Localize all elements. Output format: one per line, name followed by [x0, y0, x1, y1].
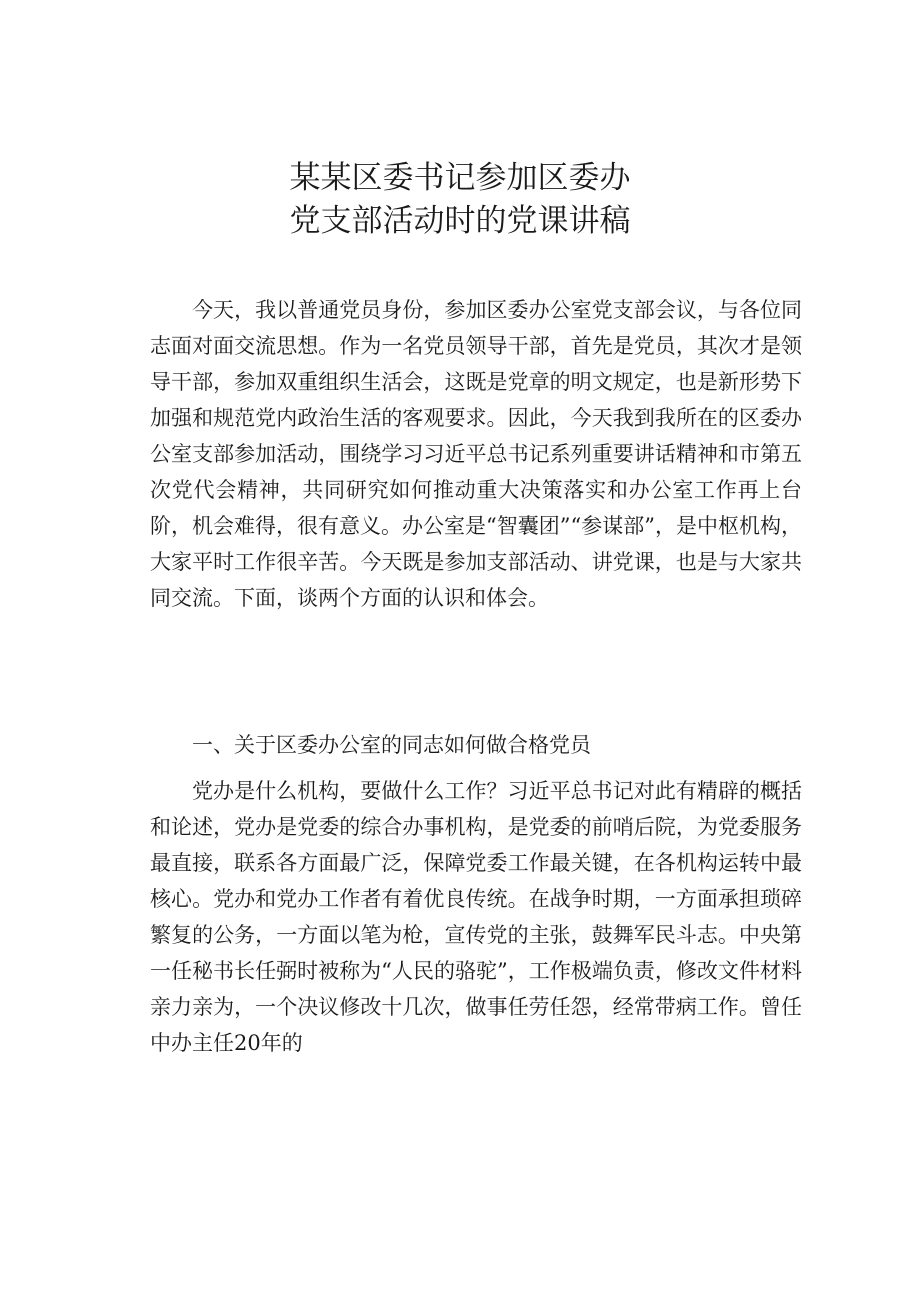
section-heading-1: 一、关于区委办公室的同志如何做合格党员 — [192, 733, 591, 757]
document-title-line-1: 某某区委书记参加区委办 — [289, 160, 631, 196]
body-paragraph-1: 今天，我以普通党员身份，参加区委办公室党支部会议，与各位同志面对面交流思想。作为一名党员领导干部，首先是党员，其次才是领导干部，参加双重组织生活会，这既是党章的明文规定，也是新形势下加强和规范党内政治生活的客观要求。因此，今天我到我所在的区委办公室支部参加活动，围绕学习习近平总书记系列重要讲话精神和市第五次党代会精神，共同研究如何推动重大决策落实和办公室工作再上台阶，机会难得，很有意义。办公室是“智囊团”“参谋部”，是中枢机构，大家平时工作很辛苦。今天既是参加支部活动、讲党课，也是与大家共同交流。下面，谈两个方面的认识和体会。 — [150, 298, 802, 610]
document-title-line-2: 党支部活动时的党课讲稿 — [289, 203, 631, 239]
body-paragraph-2: 党办是什么机构，要做什么工作？习近平总书记对此有精辟的概括和论述，党办是党委的综合办事机构，是党委的前哨后院，为党委服务最直接，联系各方面最广泛，保障党委工作最关键，在各机构运转中最核心。党办和党办工作者有着优良传统。在战争时期，一方面承担琐碎繁复的公务，一方面以笔为枪，宣传党的主张，鼓舞军民斗志。中央第一任秘书长任弼时被称为“人民的骆驼”，工作极端负责，修改文件材料亲力亲为，一个决议修改十几次，做事任劳任怨，经常带病工作。曾任中办主任20年的 — [150, 779, 802, 1055]
